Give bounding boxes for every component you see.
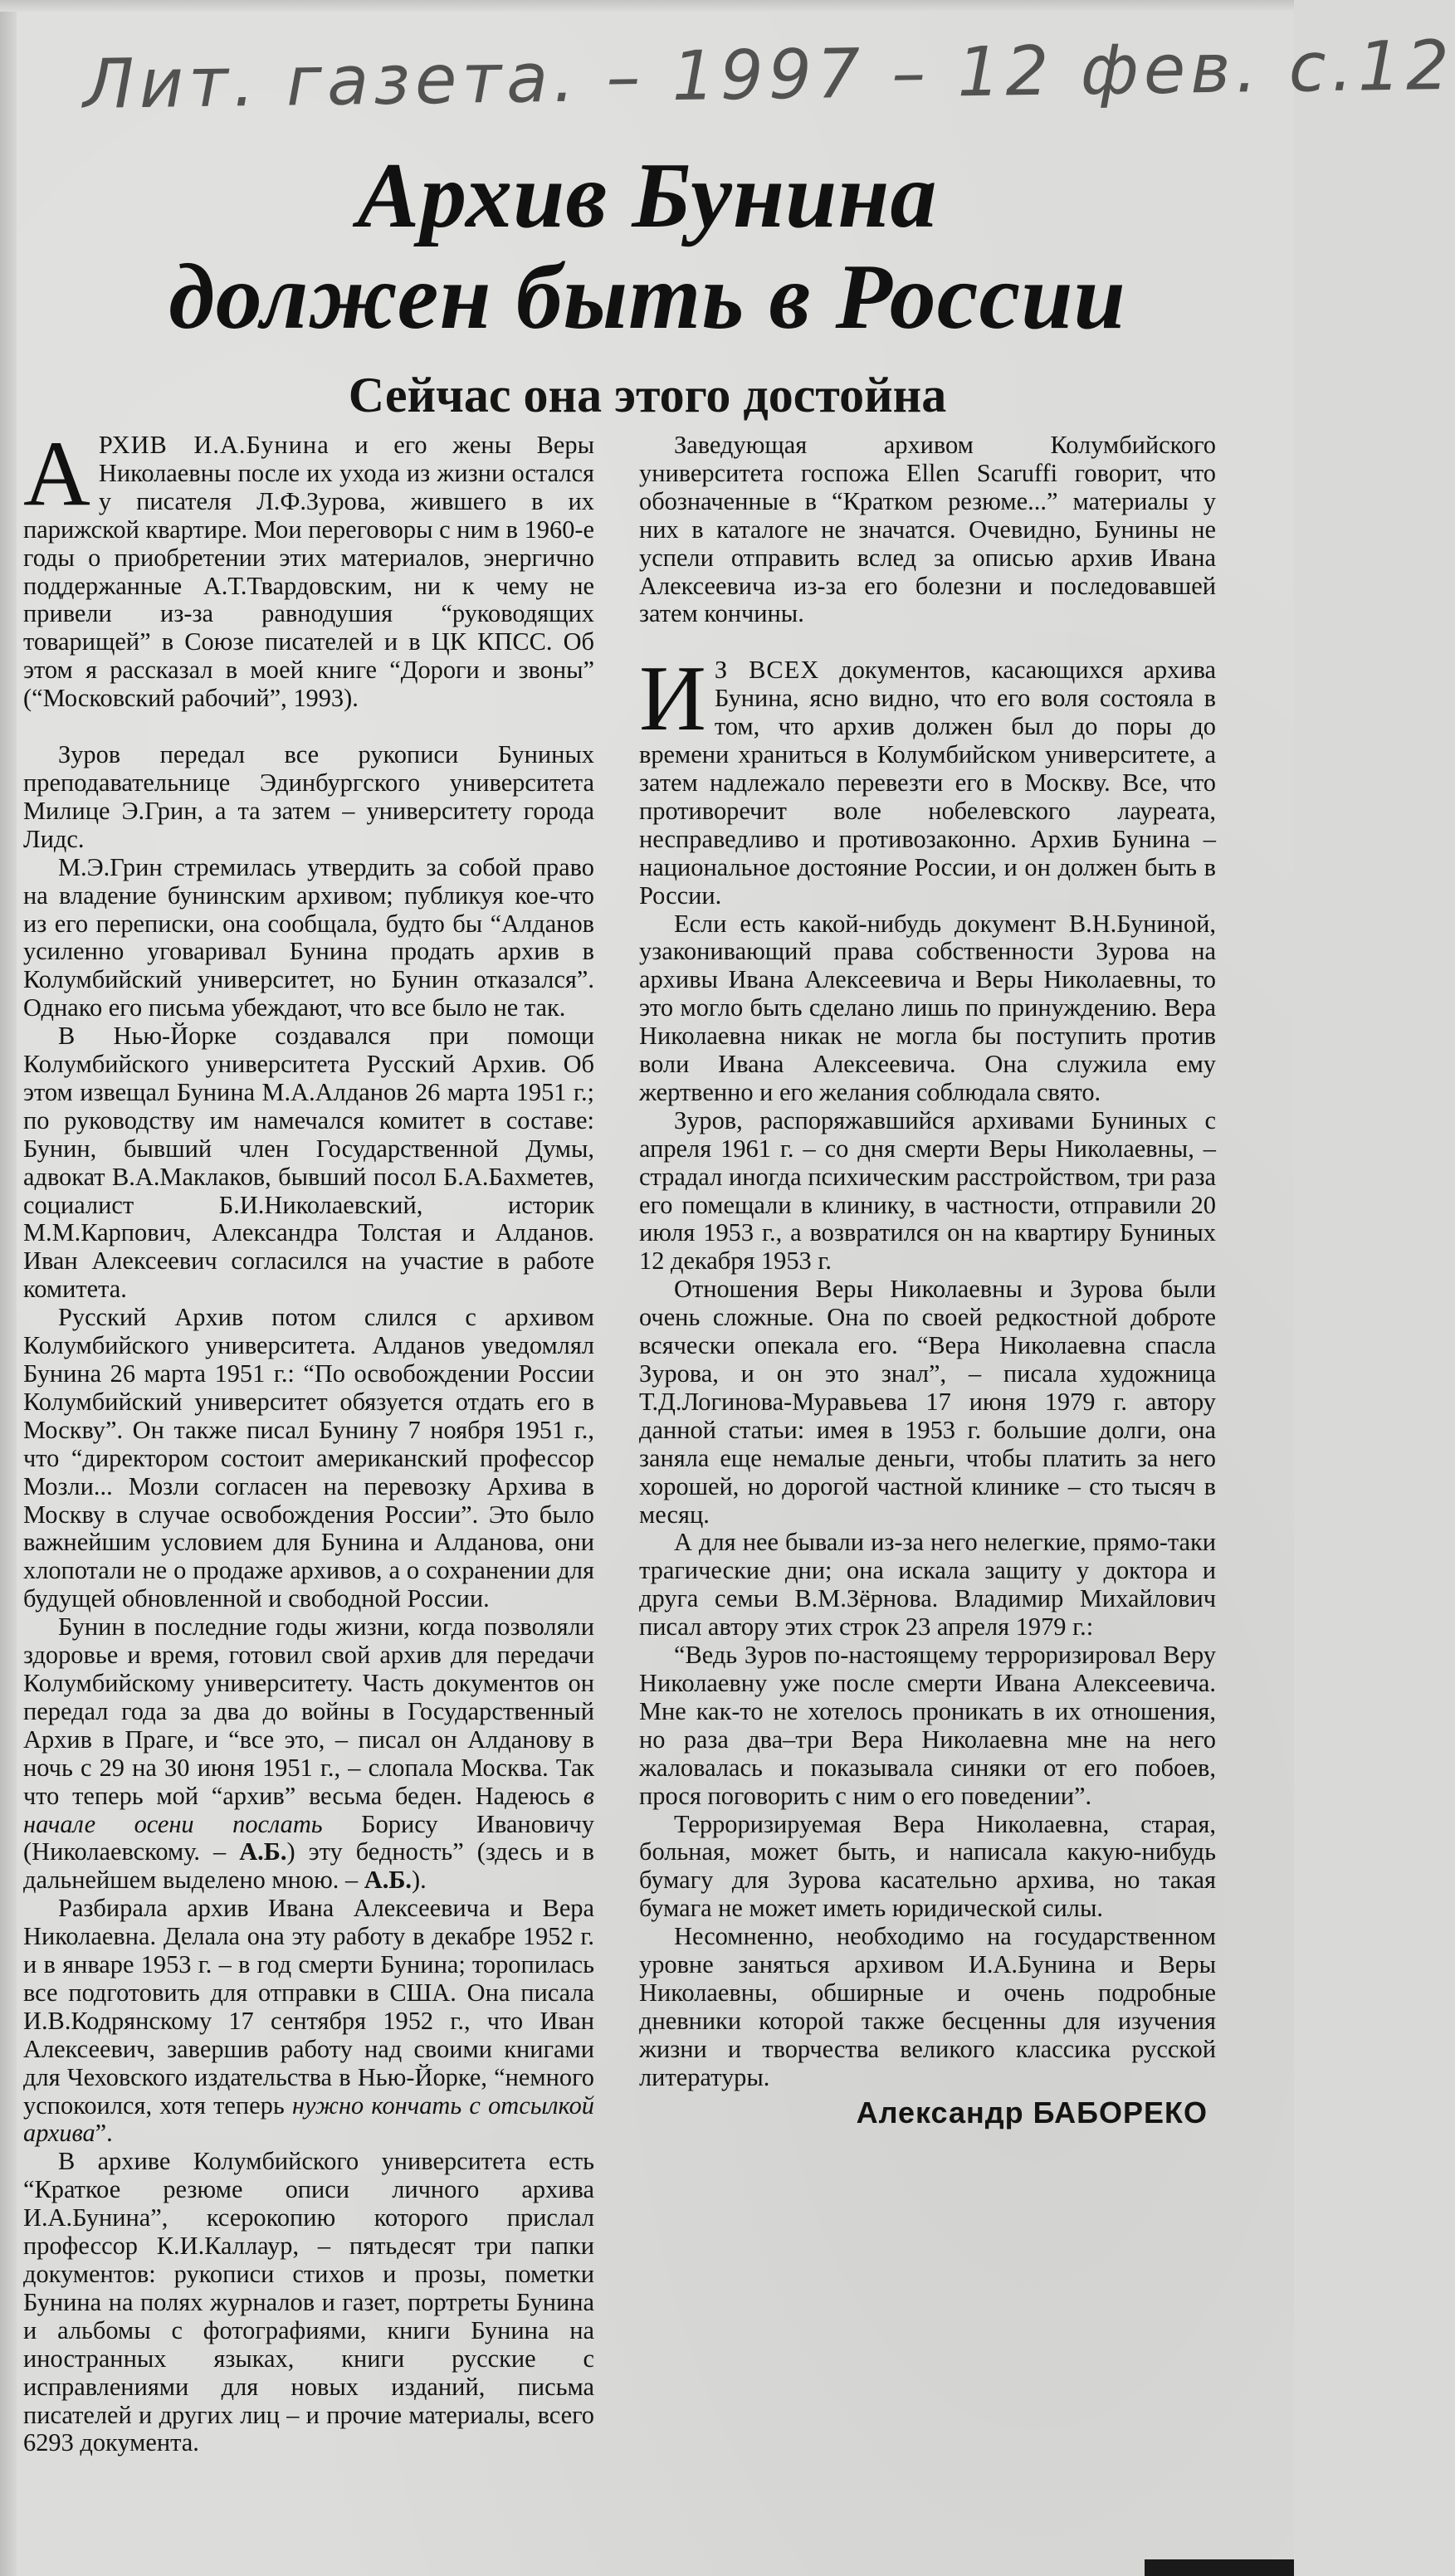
paragraph-6-part-d: ). (412, 1866, 427, 1895)
paragraph-8: В архиве Колумбийского университета есть “Краткое резюме описи личного архива И.А.Бунина”, ксерокопию которого прислал профессор К.И.Каллаур, – пятьдесят три папки документов: рукописи стихов и прозы, пометки Бунина на полях журналов и газет, портреты Бунина и альбомы с фотографиями, книги Бунина на иностранных языках, книги русские с исправлениями для новых изданий, письма писателей и других лиц – и прочие материалы, всего 6293 документа. (23, 2147, 594, 2457)
paragraph-1-text: и его жены Веры Николаевны после их ухода из жизни остался у писателя Л.Ф.Зурова, жившего в их парижской квартире. Мои переговоры с ним в 1960-е годы о приобретении этих материалов, энергично поддержанные А.Т.Твардовским, ни к чему не привели из-за равнодушия “руководящих товарищей” в Союзе писателей и в ЦК КПСС. Об этом я рассказал в моей книге “Дороги и звоны” (“Московский рабочий”, 1993). (23, 431, 595, 713)
paragraph-16: Терроризируемая Вера Николаевна, старая, больная, может быть, и написала какую-нибудь бумагу для Зурова касательно архива, но такая бумага не может иметь юридической силы. (639, 1809, 1216, 1923)
leadin-text-2: З ВСЕХ (714, 656, 820, 685)
paragraph-14: А для нее бывали из-за него нелегкие, прямо-таки трагические дни; она искала защиту у доктора и друга семьи В.М.Зёрнова. Владимир Михайлович писал автору этих строк 23 апреля 1979 г.: (639, 1528, 1216, 1642)
subheadline: Сейчас она этого достойна (348, 368, 947, 422)
leadin-text: РХИВ И.А.Бунина (98, 431, 330, 459)
paragraph-13: Отношения Веры Николаевны и Зурова были очень сложные. Она по своей редкостной доброте всячески опекала его. “Вера Николаевна спасла Зурова, и он это знал”, – писала художница Т.Д.Логинова-Муравьева 17 июня 1979 г. автору данной статьи: имея в 1953 г. большие долги, она заняла еще немалые деньги, чтобы платить за него хорошей, но дорогой частной клинике – сто тысяч в месяц. (639, 1275, 1216, 1529)
paragraph-7-emphasis: нужно кончать с отсылкой архива (23, 2091, 594, 2148)
dropcap-i: И (639, 647, 706, 751)
paragraph-4: В Нью-Йорке создавался при помощи Колумбийского университета Русский Архив. Об этом извещал Бунина М.А.Алданов 26 марта 1951 г.; по руководству им намечался комитет в составе: Бунин, бывший член Государственной Думы, адвокат В.А.Маклаков, бывший посол Б.А.Бахметев, социалист Б.И.Николаевский, историк М.М.Карпович, Александра Толстая и Алданов. Иван Алексеевич согласился на участие в работе комитета. (23, 1022, 594, 1304)
paragraph-9: Заведующая архивом Колумбийского университета госпожа Ellen Scaruffi говорит, что обозначенные в “Кратком резюме...” материалы у них в каталоге не значатся. Очевидно, Бунины не успели отправить вслед за описью архив Ивана Алексеевича из-за его болезни и последовавшей затем кончины. (639, 431, 1216, 628)
paragraph-17: Несомненно, необходимо на государственном уровне заняться архивом И.А.Бунина и Веры Николаевны, обширные и очень подробные дневники которой также бесценны для изучения жизни и творчества великого классика русской литературы. (639, 1922, 1216, 2091)
paper-edge-top (0, 0, 1294, 12)
paper-edge-left (0, 0, 17, 2576)
paragraph-1 (23, 422, 595, 713)
paragraph-11: Если есть какой-нибудь документ В.Н.Буниной, узаконивающий права собственности Зурова на архивы Ивана Алексеевича и Веры Николаевны, то это могло быть сделано лишь по принуждению. Вера Николаевна никак не могла бы поступить против воли Ивана Алексеевича. Она служила ему жертвенно и его желания соблюдала свято. (639, 909, 1216, 1106)
paragraph-6-part-a: Бунин в последние годы жизни, когда позволяли здоровье и время, готовил свой архив для передачи Колумбийскому университету. Часть документов он передал года за два до войны в Государственный Архив в Праге, и “все это, – писал он Алданову в ночь с 29 на 30 июня 1951 г., – слопала Москва. Так что теперь мой “архив” весьма беден. Надеюсь (23, 1612, 594, 1810)
paragraph-2: Зуров передал все рукописи Буниных преподавательнице Эдинбургского университета Милице Э.Грин, а та затем – университету города Лидс. (23, 740, 594, 853)
paragraph-6 (23, 1613, 594, 1895)
paragraph-6-part-c: ) эту бедность” (здесь и в дальнейшем выделено мною. – (23, 1837, 594, 1895)
paragraph-3: М.Э.Грин стремилась утвердить за собой право на владение бунинским архивом; публикуя кое-что из его переписки, она сообщала, будто бы “Алданов усиленно уговаривал Бунина продать архив в Колумбийский университет, но Бунин отказался”. Однако его письма убеждают, что все было не так. (23, 852, 594, 1022)
initials-ab-1: А.Б. (239, 1837, 287, 1866)
dropcap-a: А (23, 422, 90, 525)
scan-corner-shadow (1145, 2559, 1294, 2576)
handwritten-source-note: Лит. газета. – 1997 – 12 фев. с.12 (82, 26, 1455, 124)
paragraph-6-emphasis: в начале осени послать (23, 1781, 594, 1838)
paragraph-7-part-a: Разбирала архив Ивана Алексеевича и Вера Николаевна. Делала она эту работу в декабре 1952 г. и в январе 1953 г. – в год смерти Бунина; торопилась все подготовить для отправки в США. Она писала И.В.Кодрянскому 17 сентября 1952 г., что Иван Алексеевич, завершив работу над своими книгами для Чеховского издательства в Нью-Йорке, “немного успокоился, хотя теперь (23, 1894, 594, 2120)
paragraph-10 (639, 647, 1217, 910)
initials-ab-2: А.Б. (364, 1866, 413, 1895)
article-column-left (23, 422, 595, 2457)
headline-line-1: Архив Бунина (357, 144, 938, 247)
paragraph-6-part-b: Борису Ивановичу (Николаевскому. – (23, 1809, 594, 1866)
paragraph-5: Русский Архив потом слился с архивом Колумбийского университета. Алданов уведомлял Бунина 26 марта 1951 г.: “По освобождении России Колумбийский университет обязуется отдать его в Москву”. Он также писал Бунину 7 ноября 1951 г., что “директором состоит американский профессор Мозли... Мозли согласен на перевозку Архива в Москву в случае освобождения России”. Это было важнейшим условием для Бунина и Алданова, они хлопотали не о продаже архивов, а о сохранении для будущей обновленной и свободной России. (23, 1303, 594, 1613)
article-column-right (639, 431, 1217, 2130)
quotation-paragraph: “Ведь Зуров по-настоящему терроризировал Веру Николаевну уже после смерти Ивана Алексеевича. Мне как-то не хотелось проникать в их отношения, но раза два–три Вера Николаевна мне на него жаловалась и показывала синяки от его побоев, прося поговорить с ним о его поведении”. (639, 1641, 1216, 1810)
paragraph-7-part-b: ”. (95, 2119, 113, 2148)
paragraph-7 (23, 1895, 594, 2148)
paragraph-12: Зуров, распоряжавшийся архивами Буниных с апреля 1961 г. – со дня смерти Веры Николаевны, – страдал иногда психическим расстройством, три раза его помещали в клинику, в частности, отправили 20 июля 1953 г., а возвратился он на квартиру Буниных 12 декабря 1953 г. (639, 1105, 1216, 1276)
author-signature: Александр БАБОРЕКО (856, 2095, 1208, 2130)
headline (17, 145, 1278, 348)
headline-line-2: должен быть в России (168, 246, 1126, 349)
paragraph-10-text: документов, касающихся архива Бунина, ясно видно, что его воля состояла в том, что архив должен был до поры до времени храниться в Колумбийском университете, а затем надлежало перевезти его в Москву. Все, что противоречит воле нобелевского лауреата, несправедливо и противозаконно. Архив Бунина – национальное достояние России, и он должен быть в России. (639, 656, 1217, 910)
